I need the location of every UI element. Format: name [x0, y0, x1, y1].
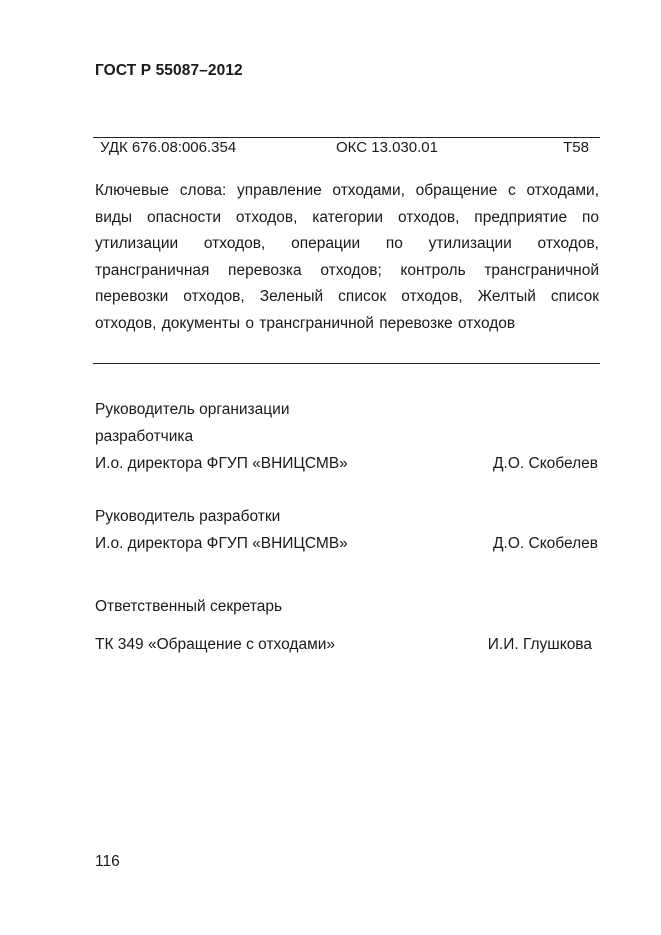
org-head-title-line2: разработчика: [95, 428, 194, 445]
org-head-title-line1: Руководитель организации: [95, 401, 290, 418]
secretary-name: И.И. Глушкова: [487, 636, 592, 653]
secretary-title: Ответственный секретарь: [95, 598, 283, 615]
dev-head-title: Руководитель разработки: [95, 508, 281, 525]
dev-head-position: И.о. директора ФГУП «ВНИЦСМВ»: [95, 535, 348, 552]
standard-title: ГОСТ Р 55087–2012: [95, 62, 243, 79]
dev-head-block: [95, 503, 598, 557]
secretary-block: [95, 631, 592, 658]
secretary-committee: ТК 349 «Обращение с отходами»: [95, 636, 336, 653]
bottom-divider: [93, 363, 600, 364]
dev-head-name: Д.О. Скобелев: [493, 535, 598, 552]
page-number: 116: [95, 853, 120, 870]
top-divider: [93, 137, 600, 138]
org-head-block: [95, 396, 598, 477]
secretary-title-block: [95, 593, 598, 620]
oks-code: ОКС 13.030.01: [336, 139, 438, 156]
org-head-name: Д.О. Скобелев: [493, 455, 598, 472]
t-code: Т58: [563, 139, 589, 156]
udk-code: УДК 676.08:006.354: [100, 139, 237, 156]
keywords-paragraph: Ключевые слова: управление отходами, обращение с отходами, виды опасности отходов, категории отходов, предприятие по утилизации отходов, операции по утилизации отходов, трансграничная перевозка отходов; контроль трансграничной перевозки отходов, Зеленый список отходов, Желтый список отходов, документы о трансграничной перевозке отходов: [95, 182, 599, 332]
org-head-position: И.о. директора ФГУП «ВНИЦСМВ»: [95, 455, 348, 472]
classification-codes: [100, 139, 589, 159]
